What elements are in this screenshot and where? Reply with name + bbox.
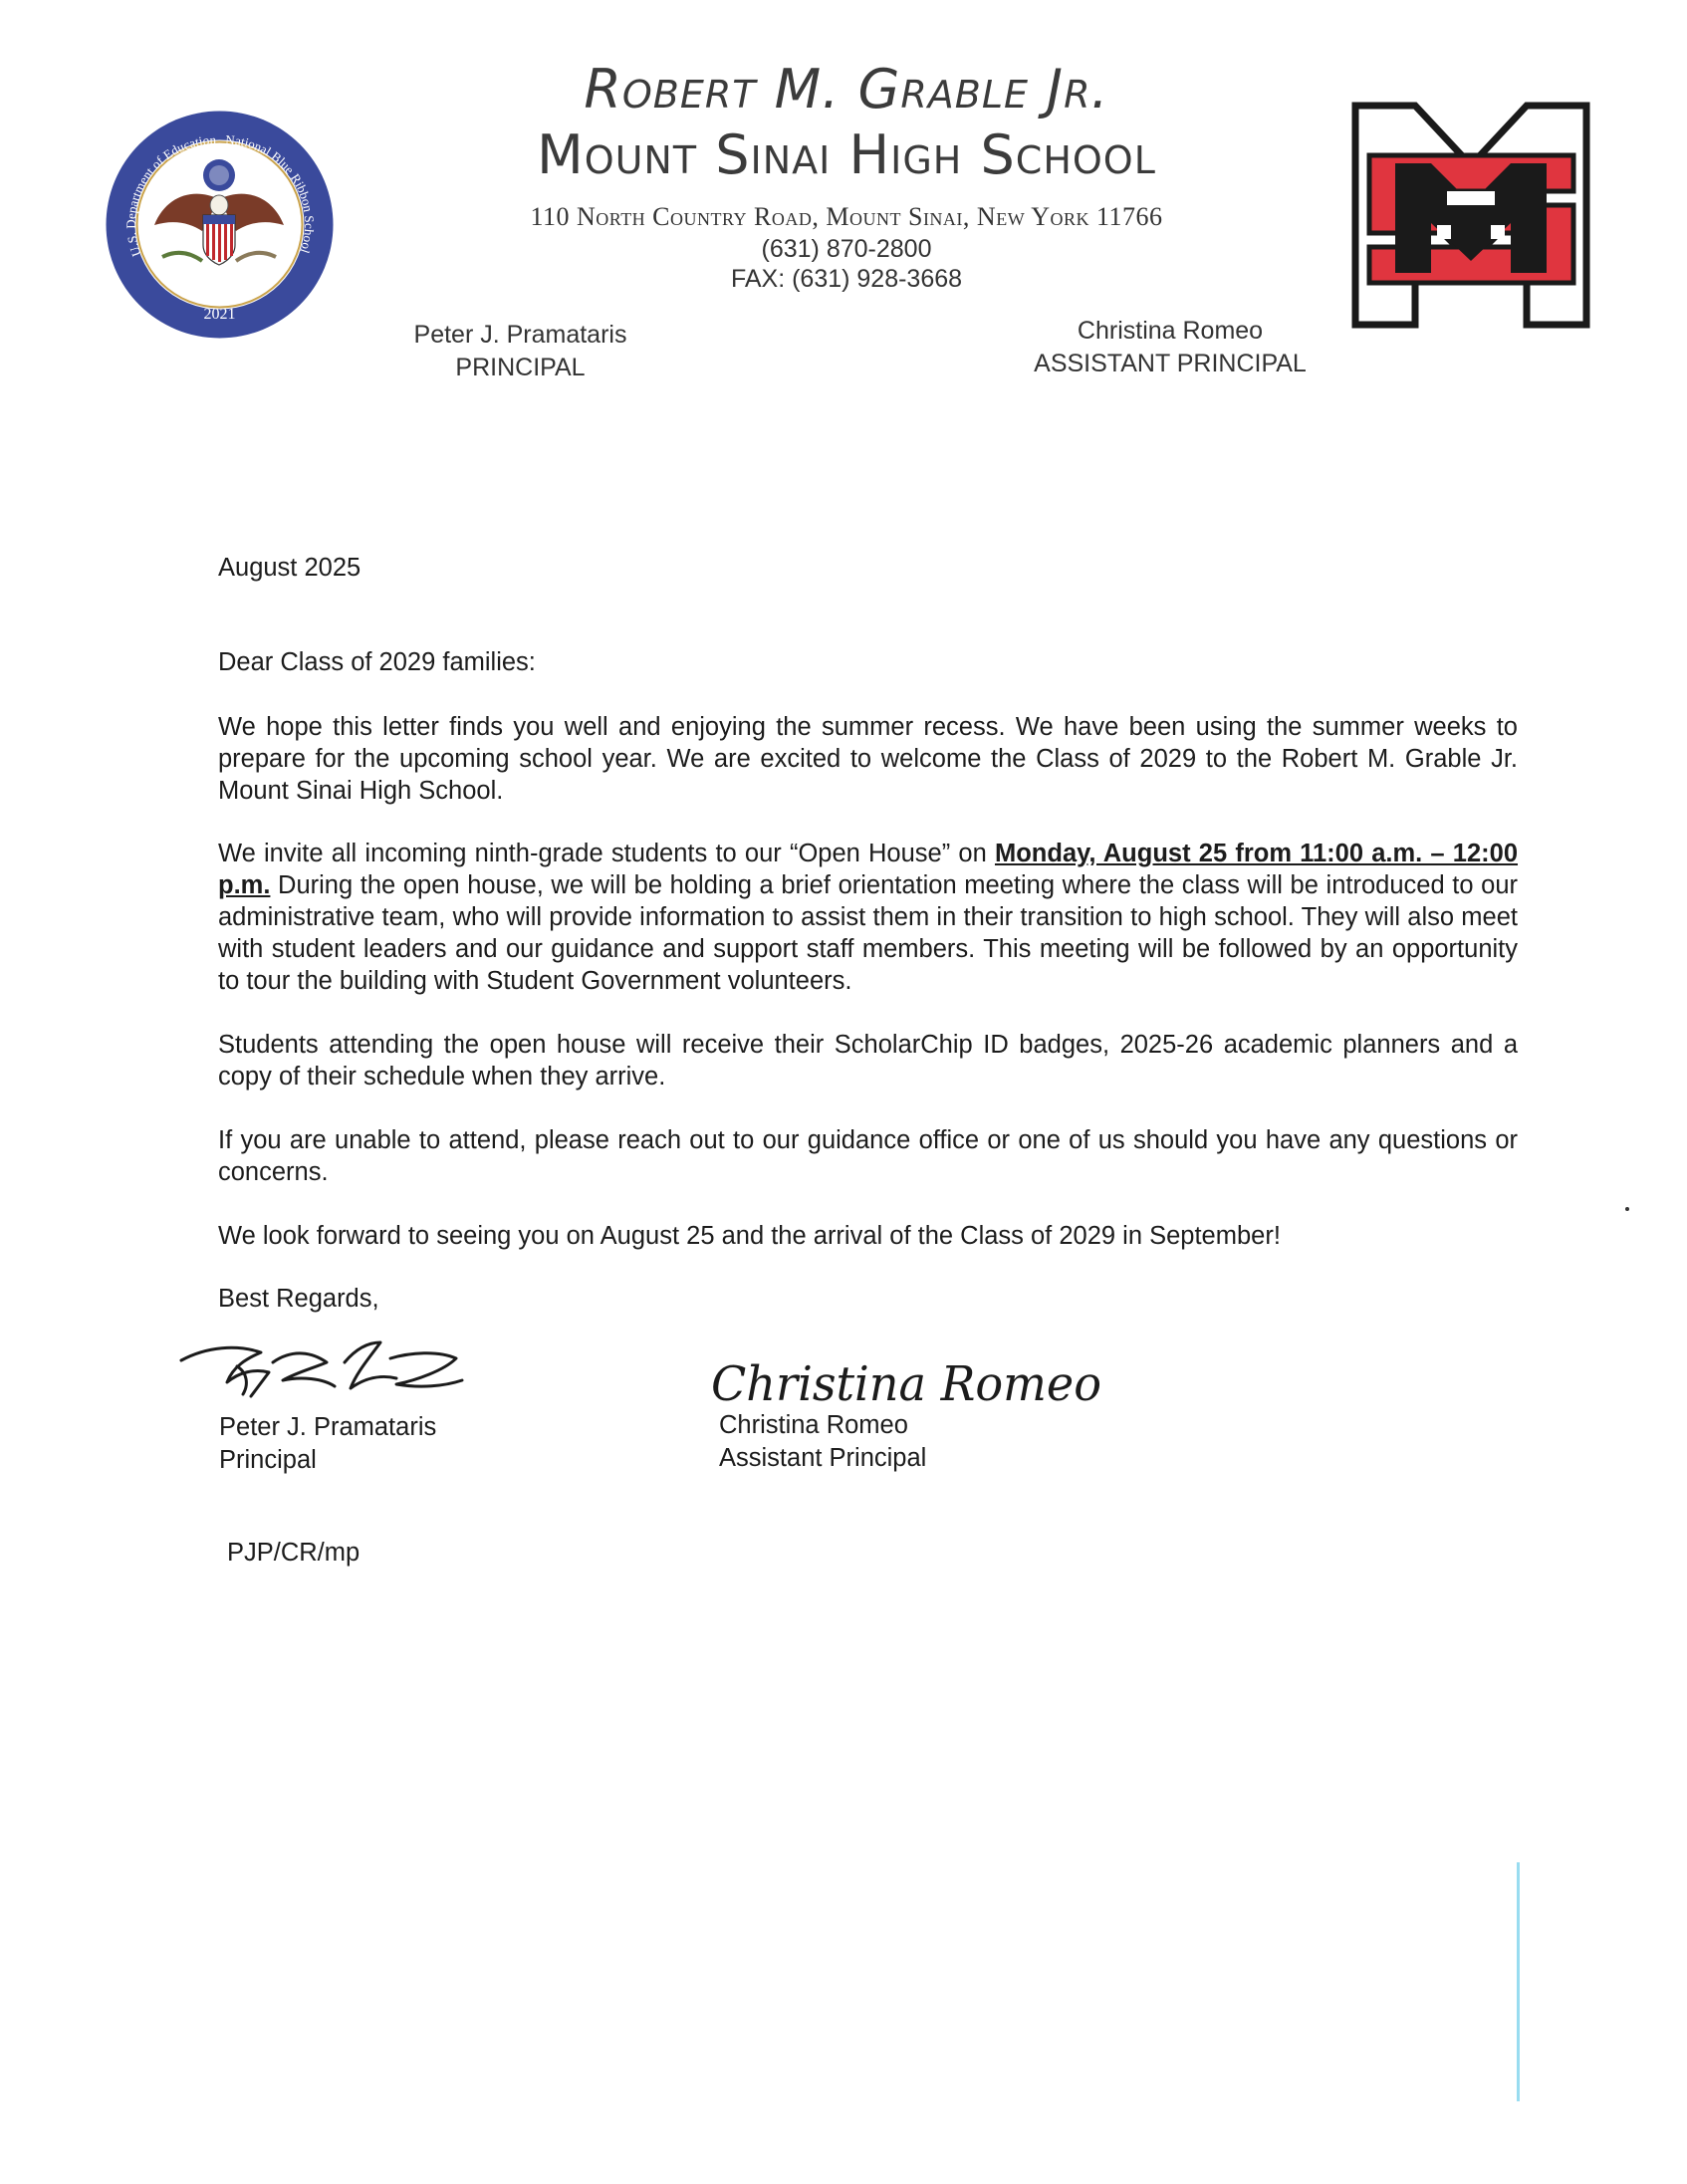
paragraph-materials: Students attending the open house will receive their ScholarChip ID badges, 2025-26 academic planners and a copy of their schedule when they arrive. bbox=[218, 1031, 1518, 1091]
open-house-intro: We invite all incoming ninth-grade students to our “Open House” on bbox=[218, 840, 995, 867]
scan-speck bbox=[1625, 1207, 1629, 1211]
signer-assistant-principal bbox=[719, 1409, 926, 1475]
open-house-date-time: Monday, August 25 from 11:00 a.m. – 12:00 p.m. bbox=[218, 840, 1519, 899]
principal-signature bbox=[177, 1333, 466, 1404]
school-fax: FAX: (631) 928-3668 bbox=[730, 265, 963, 293]
seal-arc-left: U.S. Department of Education bbox=[122, 131, 217, 259]
signer-assistant-principal-title: Assistant Principal bbox=[719, 1444, 927, 1472]
assistant-principal-name: Christina Romeo bbox=[1077, 317, 1264, 345]
principal-name: Peter J. Pramataris bbox=[413, 321, 627, 349]
school-name-line-1: Robert M. Grable Jr. bbox=[584, 58, 1109, 121]
signer-principal-title: Principal bbox=[219, 1446, 317, 1474]
seal-year: 2021 bbox=[203, 306, 236, 323]
principal-heading bbox=[388, 319, 652, 384]
assistant-principal-title: ASSISTANT PRINCIPAL bbox=[1034, 350, 1307, 377]
school-ms-logo bbox=[1349, 100, 1593, 331]
letter-salutation: Dear Class of 2029 families: bbox=[218, 648, 536, 676]
paragraph-open-house bbox=[218, 838, 1518, 997]
assistant-principal-heading bbox=[1006, 315, 1334, 380]
scan-artifact-line bbox=[1517, 1862, 1520, 2101]
reference-initials: PJP/CR/mp bbox=[227, 1539, 361, 1567]
school-address: 110 North Country Road, Mount Sinai, New York 11766 bbox=[530, 202, 1163, 231]
paragraph-welcome: We hope this letter finds you well and enjoying the summer recess. We have been using the summer weeks to prepare for the upcoming school year. We are excited to welcome the Class of 2029 to the Robert M. Grable Jr. Mount Sinai High School. bbox=[218, 713, 1518, 805]
assistant-principal-signature bbox=[709, 1346, 1107, 1418]
letter-date: August 2025 bbox=[218, 554, 362, 582]
principal-title: PRINCIPAL bbox=[455, 354, 586, 381]
assistant-principal-signature-text: Christina Romeo bbox=[711, 1356, 1101, 1412]
signer-assistant-principal-name: Christina Romeo bbox=[719, 1411, 908, 1439]
signer-principal-name: Peter J. Pramataris bbox=[219, 1413, 437, 1441]
school-name-line-2: Mount Sinai High School bbox=[537, 123, 1156, 186]
blue-ribbon-seal bbox=[103, 108, 337, 342]
letter-closing: Best Regards, bbox=[218, 1285, 379, 1313]
seal-arc-right: National Blue Ribbon School bbox=[225, 131, 318, 256]
paragraph-contact: If you are unable to attend, please reach out to our guidance office or one of us should you have any questions or concerns. bbox=[218, 1126, 1518, 1186]
signer-principal bbox=[219, 1411, 436, 1477]
paragraph-closing-remark: We look forward to seeing you on August 25 and the arrival of the Class of 2029 in September! bbox=[218, 1222, 1281, 1250]
school-phone: (631) 870-2800 bbox=[761, 235, 932, 263]
open-house-details: During the open house, we will be holding a brief orientation meeting where the class will be introduced to our administrative team, who will provide information to assist them in their transition to high school. They will also meet with student leaders and our guidance and support staff members. This meeting will be followed by an opportunity to tour the building with Student Government volunteers. bbox=[218, 871, 1518, 995]
